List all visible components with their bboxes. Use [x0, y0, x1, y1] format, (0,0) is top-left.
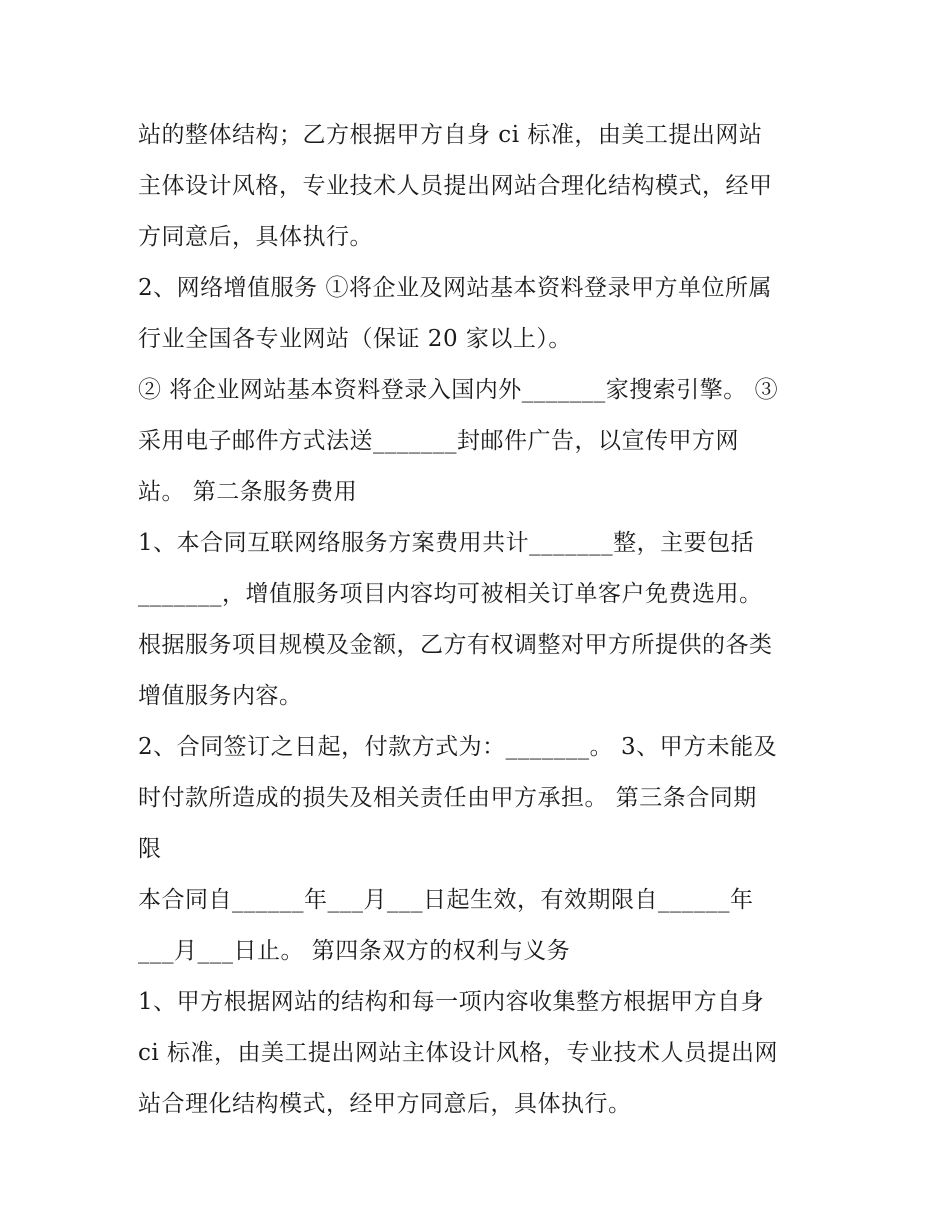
- text-line: 采用电子邮件方式法送_______封邮件广告，以宣传甲方网: [138, 428, 739, 454]
- text-line: 本合同自______年___月___日起生效，有效期限自______年: [138, 887, 754, 913]
- text-line: 2、合同签订之日起，付款方式为：_______。 3、甲方未能及: [138, 734, 778, 760]
- text-line: 2、网络增值服务 ①将企业及网站基本资料登录甲方单位所属: [138, 275, 772, 301]
- text-line: ci 标准，由美工提出网站主体设计风格，专业技术人员提出网: [138, 1040, 779, 1066]
- text-line: 站合理化结构模式，经甲方同意后，具体执行。: [138, 1091, 632, 1117]
- text-line: 站。 第二条服务费用: [138, 479, 358, 505]
- text-line: _______，增值服务项目内容均可被相关订单客户免费选用。: [138, 581, 763, 607]
- text-line: 行业全国各专业网站（保证 20 家以上）。: [138, 326, 572, 352]
- text-line: ② 将企业网站基本资料登录入国内外_______家搜索引擎。 ③: [138, 377, 779, 403]
- text-line: 根据服务项目规模及金额，乙方有权调整对甲方所提供的各类: [138, 632, 773, 658]
- text-line: 站的整体结构；乙方根据甲方自身 ci 标准，由美工提出网站: [138, 122, 763, 148]
- text-line: 限: [138, 836, 162, 862]
- text-line: 增值服务内容。: [138, 683, 303, 709]
- text-line: 方同意后，具体执行。: [138, 224, 373, 250]
- text-line: 1、甲方根据网站的结构和每一项内容收集整方根据甲方自身: [138, 989, 765, 1015]
- text-line: 时付款所造成的损失及相关责任由甲方承担。 第三条合同期: [138, 785, 757, 811]
- text-line: ___月___日止。 第四条双方的权利与义务: [138, 938, 571, 964]
- contract-text-body: [138, 110, 828, 1130]
- text-line: 1、本合同互联网络服务方案费用共计_______整，主要包括: [138, 530, 755, 556]
- text-line: 主体设计风格，专业技术人员提出网站合理化结构模式，经甲: [138, 173, 773, 199]
